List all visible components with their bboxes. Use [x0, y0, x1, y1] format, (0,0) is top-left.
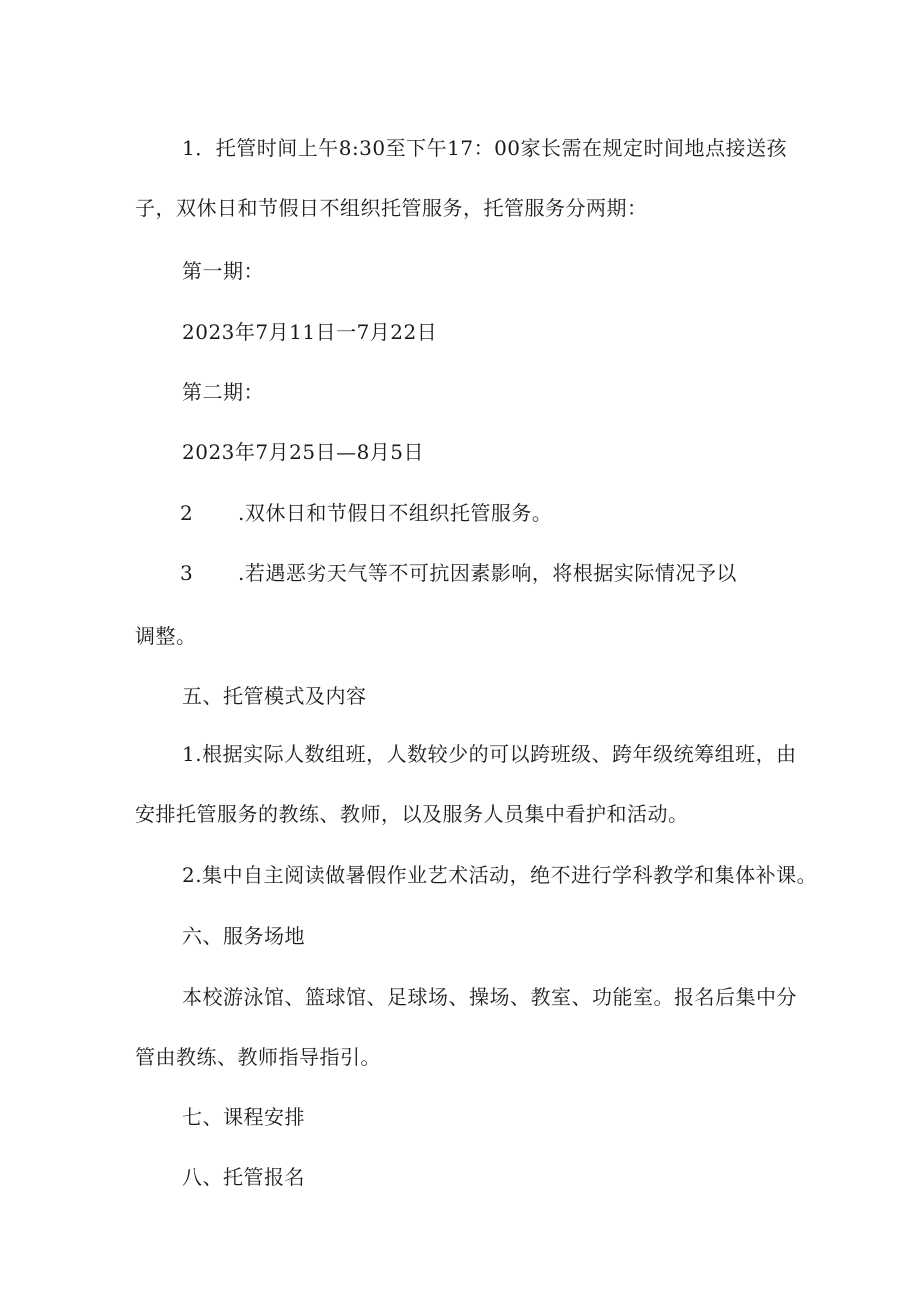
section-5-paragraph-1-line-2: 安排托管服务的教练、教师，以及服务人员集中看护和活动。 [135, 802, 689, 826]
section-6-heading: 六、服务场地 [182, 924, 305, 948]
section-5-paragraph-1-line-1: 1.根据实际人数组班，人数较少的可以跨班级、跨年级统筹组班，由 [182, 742, 797, 766]
item-2-text: .双休日和节假日不组织托管服务。 [238, 501, 553, 525]
period-2-label: 第二期： [182, 380, 264, 404]
period-2-dates: 2023年7月25日—8月5日 [182, 440, 425, 464]
period-1-dates: 2023年7月11日一7月22日 [182, 320, 438, 344]
section-6-line-2: 管由教练、教师指导指引。 [135, 1045, 381, 1069]
paragraph-1-line-2: 子，双休日和节假日不组织托管服务，托管服务分两期： [135, 196, 648, 220]
section-5-heading: 五、托管模式及内容 [182, 684, 367, 708]
item-3-continuation: 调整。 [135, 624, 197, 648]
section-7-heading: 七、课程安排 [182, 1105, 305, 1129]
period-1-label: 第一期： [182, 259, 264, 283]
section-8-heading: 八、托管报名 [182, 1165, 305, 1189]
item-3-text: .若遇恶劣天气等不可抗因素影响，将根据实际情况予以 [238, 561, 737, 585]
item-2-number: 2 [180, 501, 193, 525]
section-6-line-1: 本校游泳馆、篮球馆、足球场、操场、教室、功能室。报名后集中分 [182, 985, 797, 1009]
section-5-paragraph-2: 2.集中自主阅读做暑假作业艺术活动，绝不进行学科教学和集体补课。 [182, 863, 818, 887]
paragraph-1-line-1: 1．托管时间上午8:30至下午17：00家长需在规定时间地点接送孩 [182, 136, 788, 160]
item-3-number: 3 [180, 561, 193, 585]
